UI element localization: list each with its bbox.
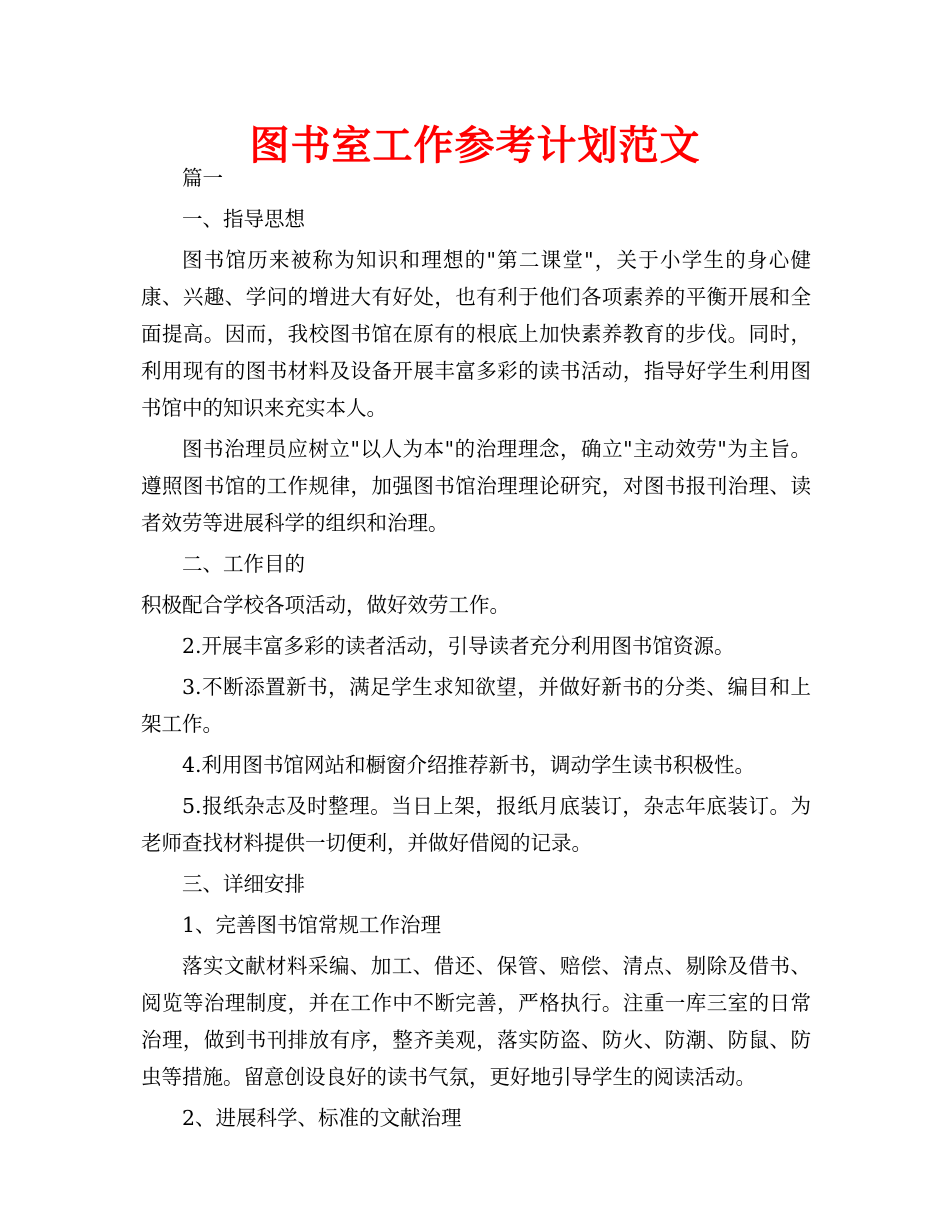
- paragraph: 4.利用图书馆网站和橱窗介绍推荐新书，调动学生读书积极性。: [182, 753, 756, 777]
- document-body: [141, 160, 811, 1141]
- paragraph: 2.开展丰富多彩的读者活动，引导读者充分利用图书馆资源。: [182, 634, 735, 658]
- paragraph: 积极配合学校各项活动，做好效劳工作。: [141, 593, 510, 617]
- paragraph: 落实文献材料采编、加工、借还、保管、赔偿、清点、剔除及借书、阅览等治理制度，并在工作中不断完善，严格执行。注重一库三室的日常治理，做到书刊排放有序，整齐美观，落实防盗、防火、防潮、防鼠、防虫等措施。留意创设良好的读书气氛，更好地引导学生的阅读活动。: [141, 954, 811, 1089]
- paragraph: 图书治理员应树立"以人为本"的治理理念，确立"主动效劳"为主旨。遵照图书馆的工作规律，加强图书馆治理理论研究，对图书报刊治理、读者效劳等进展科学的组织和治理。: [141, 437, 811, 535]
- paragraph: 三、详细安排: [182, 872, 305, 896]
- paragraph: 5.报纸杂志及时整理。当日上架，报纸月底装订，杂志年底装订。为老师查找材料提供一切便利，并做好借阅的记录。: [141, 794, 811, 855]
- paragraph: 一、指导思想: [182, 207, 305, 231]
- paragraph: 图书馆历来被称为知识和理想的"第二课堂"，关于小学生的身心健康、兴趣、学问的增进大有好处，也有利于他们各项素养的平衡开展和全面提高。因而，我校图书馆在原有的根底上加快素养教育的步伐。同时，利用现有的图书材料及设备开展丰富多彩的读书活动，指导好学生利用图书馆中的知识来充实本人。: [141, 248, 811, 420]
- paragraph: 3.不断添置新书，满足学生求知欲望，并做好新书的分类、编目和上架工作。: [141, 675, 811, 736]
- paragraph: 2、进展科学、标准的文献治理: [182, 1106, 462, 1130]
- paragraph: 篇一: [182, 166, 223, 190]
- paragraph: 1、完善图书馆常规工作治理: [182, 913, 442, 937]
- paragraph: 二、工作目的: [182, 552, 305, 576]
- document-title: 图书室工作参考计划范文: [249, 123, 701, 169]
